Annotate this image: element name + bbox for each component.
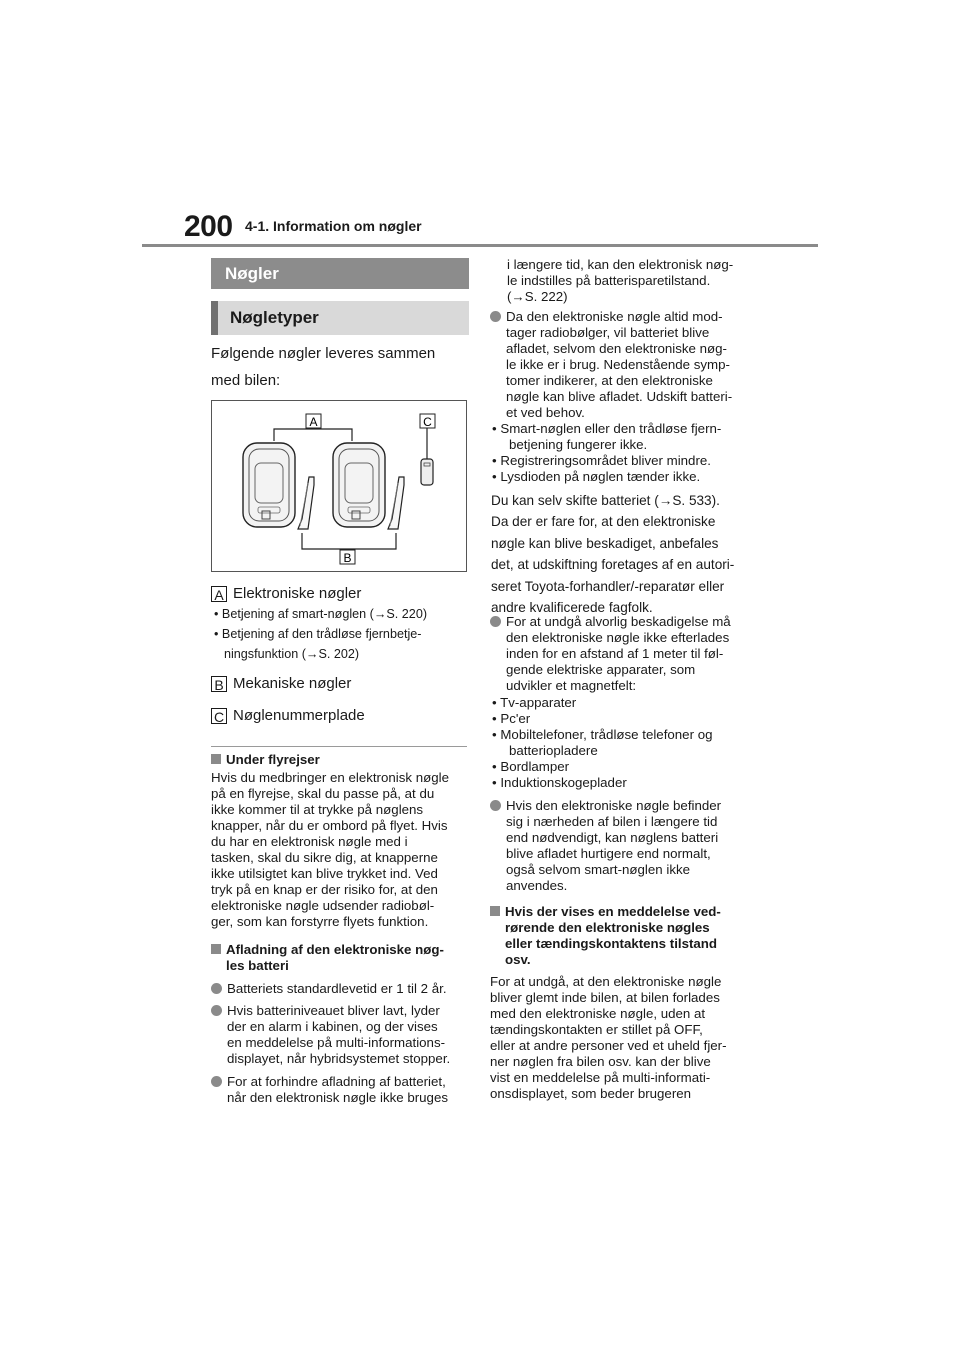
key-number-plate-icon (421, 459, 433, 485)
text-line: det, at udskiftning foretages af en autori- (491, 557, 735, 573)
heading-text: eller tændingskontaktens tilstand (505, 936, 718, 951)
text-line: nøgle kan blive beskadiget, anbefales (491, 535, 719, 551)
intro-text (211, 340, 435, 394)
text-line: knapper, når du er ombord på flyet. Hvis (211, 818, 448, 833)
callout-mechanical-keys (211, 674, 351, 694)
text-line: ner nøglen fra bilen osv. kan der blive (490, 1054, 711, 1069)
list-item: • Lysdioden på nøglen tænder ikke. (492, 469, 701, 484)
point-text: et ved behov. (506, 405, 585, 420)
heading-text: Afladning af den elektroniske nøg- (226, 942, 444, 957)
nearby-point (490, 798, 721, 894)
list-item: • Tv-apparater (492, 695, 577, 710)
square-bullet-icon (490, 906, 500, 916)
page-number: 200 (184, 210, 233, 243)
text-line: du har en elektronisk nøgle med i (211, 834, 408, 849)
item-text: Smart-nøglen eller den trådløse fjern- (500, 421, 722, 436)
callout-text: Nøglenummerplade (233, 707, 365, 724)
label-b: B (343, 551, 352, 565)
header-divider (142, 244, 818, 247)
label-a: A (309, 415, 318, 429)
battery-save-continued (490, 257, 733, 305)
callout-label-b: B (211, 676, 227, 692)
remote-link[interactable]: ningsfunktion (→S. 202) (224, 647, 360, 661)
callout-text: Elektroniske nøgler (233, 585, 362, 602)
heading-text: rørende den elektroniske nøgles (505, 920, 710, 935)
item-text: batteriopladere (509, 743, 598, 758)
round-bullet-icon (490, 800, 501, 811)
bracket-b (302, 533, 396, 549)
text-line: andre kvalificerede fagfolk. (491, 600, 653, 616)
battery-point-prevent (211, 1074, 448, 1106)
message-heading (490, 904, 721, 968)
point-text: inden for en afstand af 1 meter til føl- (506, 646, 724, 661)
item-text: Tv-apparater (500, 695, 577, 710)
text-line: elektroniske nøgle udsender radiobøl- (211, 898, 435, 913)
round-bullet-icon (490, 311, 501, 322)
point-text: For at forhindre afladning af batteriet, (227, 1074, 446, 1089)
point-text: tager radiobølger, vil batteriet blive (506, 325, 710, 340)
text-line: bliver glemt inde bilen, at bilen forlades (490, 990, 720, 1005)
point-text: Hvis batteriniveauet bliver lavt, lyder (227, 1003, 440, 1018)
list-item: • Betjening af smart-nøglen (→S. 220) (214, 607, 428, 621)
item-text: Mobiltelefoner, trådløse telefoner og (500, 727, 713, 742)
keys-illustration (212, 401, 466, 571)
heading-text: les batteri (226, 958, 289, 973)
heading-text: Under flyrejser (226, 752, 320, 767)
point-text: nøgle kan blive afladet. Udskift batteri- (506, 389, 733, 404)
key-types-figure (211, 400, 467, 572)
text-line: vist en meddelelse på multi-informati- (490, 1070, 711, 1085)
section-subtitle: Nøgletyper (211, 301, 469, 335)
text-line: på en flyrejse, skal du passe på, at du (211, 786, 435, 801)
text-line: tasken, skal du sikre dig, at knapperne (211, 850, 438, 865)
list-item: • Pc'er (492, 711, 531, 726)
remote-line: Betjening af den trådløse fjernbetje- (221, 627, 422, 641)
mechanical-key-2-icon (388, 477, 404, 529)
message-paragraph (490, 974, 727, 1102)
callout-label-a: A (211, 586, 227, 602)
text-line: ikke utilsigtet kan blive trykket ind. Ved (211, 866, 438, 881)
battery-heading (211, 942, 444, 974)
point-text: sig i nærheden af bilen i længere tid (506, 814, 718, 829)
bracket-a (274, 429, 352, 441)
mechanical-key-1-icon (298, 477, 314, 529)
point-text: le ikke er i brug. Nedenstående symp- (506, 357, 730, 372)
point-text: gende elektriske apparater, som (506, 662, 696, 677)
flight-paragraph (211, 770, 471, 930)
battery-save-link[interactable]: (→S. 222) (507, 289, 568, 304)
point-text: displayet, når hybridsystemet stopper. (227, 1051, 451, 1066)
heading-text: osv. (505, 952, 531, 967)
text-line: ger, som kan forstyrre flyets funktion. (211, 914, 429, 929)
smart-key-1-icon (243, 443, 295, 527)
page-title: Nøgler (211, 258, 469, 289)
item-text: Lysdioden på nøglen tænder ikke. (500, 469, 701, 484)
point-text: der en alarm i kabinen, og der vises (227, 1019, 438, 1034)
battery-point-alarm (211, 1003, 450, 1067)
electronic-key-bullets (214, 604, 427, 664)
text-line: seret Toyota-forhandler/-reparatør eller (491, 578, 725, 594)
label-c: C (423, 415, 432, 429)
item-text: Bordlamper (500, 759, 570, 774)
smart-key-2-icon (333, 443, 385, 527)
item-text: Registreringsområdet bliver mindre. (500, 453, 711, 468)
round-bullet-icon (211, 1005, 222, 1016)
point-text: også selvom smart-nøglen ikke (506, 862, 691, 877)
point-text: den elektroniske nøgle ikke efterlades (506, 630, 730, 645)
point-text: når den elektronisk nøgle ikke bruges (227, 1090, 448, 1105)
heading-text: Hvis der vises en meddelelse ved- (505, 904, 721, 919)
text-line: tændingskontakten er stillet på OFF, (490, 1022, 703, 1037)
point-text: blive afladet hurtigere end normalt, (506, 846, 711, 861)
item-text: betjening fungerer ikke. (509, 437, 648, 452)
text-line: i længere tid, kan den elektronisk nøg- (507, 257, 734, 272)
text-line: med den elektroniske nøgle, uden at (490, 1006, 706, 1021)
point-text: For at undgå alvorlig beskadigelse må (506, 614, 731, 629)
list-item: • Betjening af den trådløse fjernbetje- (214, 627, 422, 641)
text-line: tryk på en knap er der risiko for, at den (211, 882, 438, 897)
point-text: Hvis den elektroniske nøgle befinder (506, 798, 722, 813)
smart-key-link[interactable]: Betjening af smart-nøglen (→S. 220) (221, 607, 428, 621)
callout-label-c: C (211, 708, 227, 724)
callout-text: Mekaniske nøgler (233, 675, 352, 692)
text-line: Hvis du medbringer en elektronisk nøgle (211, 770, 449, 785)
device-list (492, 695, 713, 791)
symptom-list (492, 421, 721, 485)
text-line: Da der er fare for, at den elektroniske (491, 514, 716, 530)
item-text: Pc'er (500, 711, 531, 726)
point-text: Da den elektroniske nøgle altid mod- (506, 309, 723, 324)
point-text: en meddelelse på multi-informations- (227, 1035, 446, 1050)
text-line: For at undgå, at den elektroniske nøgle (490, 974, 722, 989)
magnetic-field-point (490, 614, 731, 694)
text-line: le indstilles på batterisparetilstand. (507, 273, 711, 288)
callout-electronic-keys (211, 584, 361, 604)
point-text: anvendes. (506, 878, 568, 893)
list-item: • Bordlamper (492, 759, 570, 774)
list-item: • Registreringsområdet bliver mindre. (492, 453, 711, 468)
text-line: onsdisplayet, som beder brugeren (490, 1086, 692, 1101)
round-bullet-icon (490, 616, 501, 627)
point-text: afladet, selvom den elektroniske nøg- (506, 341, 727, 356)
text-line: eller at andre personer ved et uheld fjer- (490, 1038, 727, 1053)
battery-change-paragraph (491, 490, 734, 618)
square-bullet-icon (211, 754, 221, 764)
list-item (214, 644, 427, 664)
point-text: udvikler et magnetfelt: (506, 678, 637, 693)
battery-point-lifetime (211, 981, 447, 997)
intro-line: Følgende nøgler leveres sammen (211, 345, 436, 362)
battery-change-link[interactable]: Du kan selv skifte batteriet (→S. 533). (491, 493, 720, 508)
text-line: ikke kommer til at trykke på nøglens (211, 802, 424, 817)
square-bullet-icon (211, 944, 221, 954)
point-text: Batteriets standardlevetid er 1 til 2 år. (227, 981, 447, 996)
section-divider (211, 746, 467, 747)
point-text: end nødvendigt, kan nøglens batteri (506, 830, 719, 845)
list-item: • Smart-nøglen eller den trådløse fjern- (492, 421, 722, 436)
list-item: • Induktionskogeplader (492, 775, 627, 790)
list-item: • Mobiltelefoner, trådløse telefoner og (492, 727, 713, 742)
item-text: Induktionskogeplader (500, 775, 627, 790)
radio-waves-point (490, 309, 732, 421)
round-bullet-icon (211, 983, 222, 994)
intro-line: med bilen: (211, 372, 281, 389)
section-title: 4-1. Information om nøgler (245, 218, 422, 234)
point-text: tomer indikerer, at den elektroniske (506, 373, 713, 388)
flight-heading (211, 752, 320, 768)
callout-key-number-plate (211, 706, 365, 726)
round-bullet-icon (211, 1076, 222, 1087)
